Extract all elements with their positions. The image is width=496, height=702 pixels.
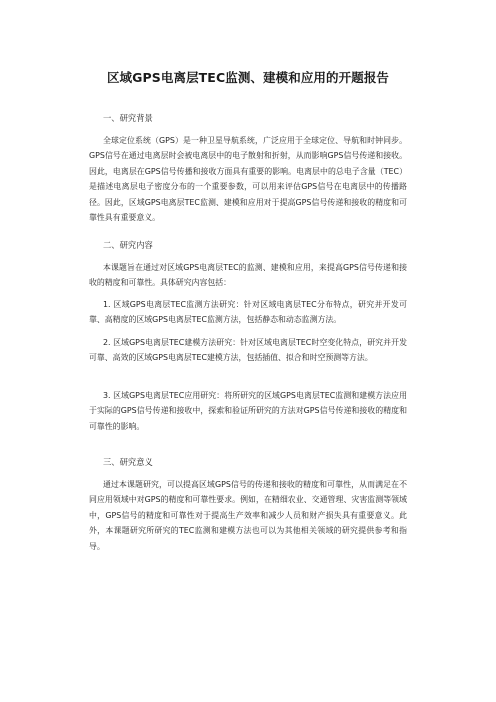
document-title: 区域GPS电离层TEC监测、建模和应用的开题报告	[106, 70, 390, 85]
paragraph-content-item-1: 1. 区域GPS电离层TEC监测方法研究：针对区域电离层TEC分布特点，研究并开发可靠、高精度的区域GPS电离层TEC监测方法，包括静态和动态监测方法。	[89, 300, 407, 325]
paragraph-content-item-3: 3. 区域GPS电离层TEC应用研究：将所研究的区域GPS电离层TEC监测和建模方法应用于实际的GPS信号传递和接收中，探索和验证所研究的方法对GPS信号传递和接收的精度和可靠性的影响。	[89, 391, 407, 431]
section-heading-content: 二、研究内容	[103, 240, 153, 250]
paragraph-background: 全球定位系统（GPS）是一种卫星导航系统，广泛应用于全球定位、导航和时钟同步。GPS信号在通过电离层时会被电离层中的电子散射和折射，从而影响GPS信号传递和接收。因此，电离层在GPS信号传播和接收方面具有重要的影响。电离层中的总电子含量（TEC）是描述电离层电子密度分布的一个重要参数，可以用来评估GPS信号在电离层中的传播路径。因此，区域GPS电离层TEC监测、建模和应用对于提高GPS信号传递和接收的精度和可靠性具有重要意义。	[89, 136, 407, 223]
paragraph-significance: 通过本课题研究，可以提高区域GPS信号的传递和接收的精度和可靠性，从而满足在不同应用领域中对GPS的精度和可靠性要求。例如，在精细农业、交通管理、灾害监测等领域中，GPS信号的精度和可靠性对于提高生产效率和减少人员和财产损失具有重要意义。此外，本课题研究所研究的TEC监测和建模方法也可以为其他相关领域的研究提供参考和指导。	[89, 480, 407, 551]
section-heading-background: 一、研究背景	[103, 113, 153, 123]
paragraph-content-item-2: 2. 区域GPS电离层TEC建模方法研究：针对区域电离层TEC时空变化特点，研究并开发可靠、高效的区域GPS电离层TEC建模方法，包括插值、拟合和时空预测等方法。	[89, 338, 407, 363]
paragraph-content-intro: 本课题旨在通过对区域GPS电离层TEC的监测、建模和应用，来提高GPS信号传递和接收的精度和可靠性。具体研究内容包括：	[89, 263, 407, 288]
section-heading-significance: 三、研究意义	[103, 457, 153, 467]
